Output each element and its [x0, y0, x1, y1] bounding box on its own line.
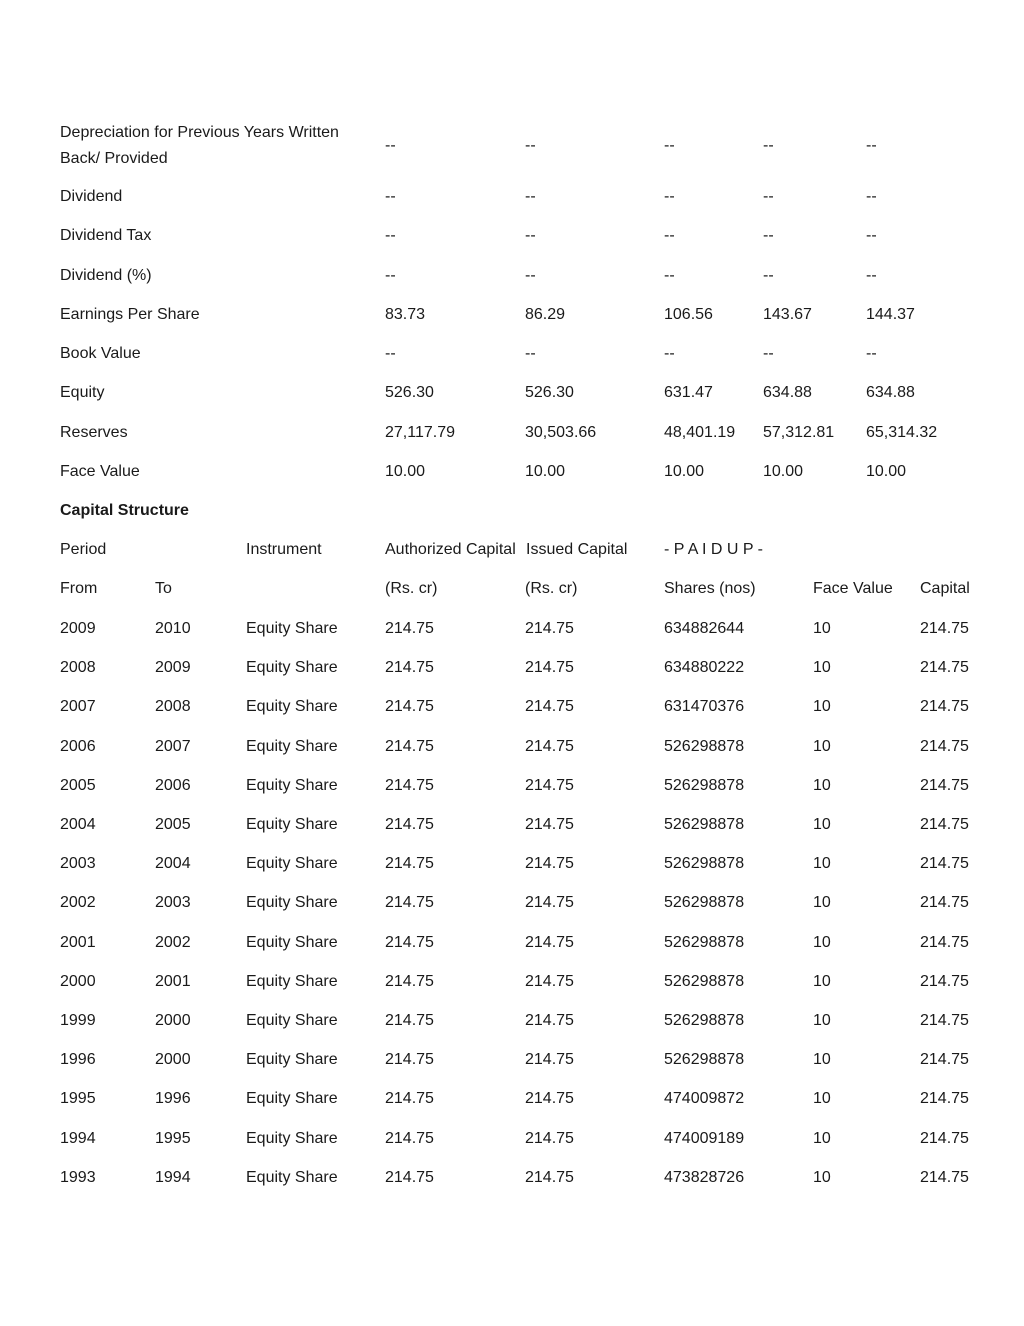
financial-row-value: 143.67	[763, 306, 812, 323]
instrument-cell: Equity Share	[246, 816, 338, 833]
table-row	[0, 1127, 1024, 1151]
period-from-cell: 2004	[60, 816, 96, 833]
table-row	[0, 774, 1024, 798]
table-row	[0, 695, 1024, 719]
instrument-cell: Equity Share	[246, 698, 338, 715]
capital-structure-title: Capital Structure	[60, 502, 189, 519]
face-value-cell: 10	[813, 659, 831, 676]
instrument-cell: Equity Share	[246, 1090, 338, 1107]
financial-row-value: --	[525, 267, 536, 284]
issued-capital-cell: 214.75	[525, 1051, 574, 1068]
period-from-cell: 1994	[60, 1130, 96, 1147]
face-value-cell: 10	[813, 698, 831, 715]
financial-row	[0, 264, 1024, 288]
financial-row-label: Dividend Tax	[60, 227, 152, 244]
financial-row-value: 10.00	[664, 463, 705, 480]
face-value-cell: 10	[813, 816, 831, 833]
shares-count-cell: 526298878	[664, 777, 745, 794]
period-to-cell: 2001	[155, 973, 191, 990]
face-value-cell: 10	[813, 1169, 831, 1186]
issued-capital-cell: 214.75	[525, 1012, 574, 1029]
financial-row-label: Dividend (%)	[60, 267, 152, 284]
period-to-cell: 2008	[155, 698, 191, 715]
financial-row-value: 65,314.32	[866, 424, 938, 441]
header-authorized-capital: Authorized Capital	[385, 541, 516, 558]
depreciation-value: --	[866, 137, 877, 154]
authorized-capital-cell: 214.75	[385, 855, 434, 872]
paidup-capital-cell: 214.75	[920, 855, 969, 872]
shares-count-cell: 526298878	[664, 738, 745, 755]
instrument-cell: Equity Share	[246, 659, 338, 676]
instrument-cell: Equity Share	[246, 1130, 338, 1147]
authorized-capital-cell: 214.75	[385, 659, 434, 676]
financial-row-value: --	[664, 188, 675, 205]
header-capital: Capital	[920, 580, 970, 597]
authorized-capital-cell: 214.75	[385, 1090, 434, 1107]
issued-capital-cell: 214.75	[525, 698, 574, 715]
table-row	[0, 1009, 1024, 1033]
shares-count-cell: 526298878	[664, 973, 745, 990]
financial-row	[0, 185, 1024, 209]
financial-row-value: --	[525, 345, 536, 362]
table-row	[0, 891, 1024, 915]
period-to-cell: 1994	[155, 1169, 191, 1186]
header-to: To	[155, 580, 172, 597]
face-value-cell: 10	[813, 1012, 831, 1029]
table-row	[0, 931, 1024, 955]
depreciation-value: --	[525, 137, 536, 154]
face-value-cell: 10	[813, 973, 831, 990]
period-from-cell: 1996	[60, 1051, 96, 1068]
financial-row-value: 634.88	[763, 384, 812, 401]
depreciation-value: --	[763, 137, 774, 154]
financial-row-value: --	[525, 188, 536, 205]
period-to-cell: 2000	[155, 1051, 191, 1068]
table-row	[0, 735, 1024, 759]
period-to-cell: 2010	[155, 620, 191, 637]
authorized-capital-cell: 214.75	[385, 934, 434, 951]
period-from-cell: 2003	[60, 855, 96, 872]
header-face-value: Face Value	[813, 580, 893, 597]
period-from-cell: 2006	[60, 738, 96, 755]
face-value-cell: 10	[813, 738, 831, 755]
period-to-cell: 1995	[155, 1130, 191, 1147]
header-paidup: - P A I D U P -	[664, 541, 763, 558]
face-value-cell: 10	[813, 934, 831, 951]
authorized-capital-cell: 214.75	[385, 894, 434, 911]
financial-row-value: --	[866, 188, 877, 205]
paidup-capital-cell: 214.75	[920, 738, 969, 755]
face-value-cell: 10	[813, 894, 831, 911]
issued-capital-cell: 214.75	[525, 855, 574, 872]
instrument-cell: Equity Share	[246, 738, 338, 755]
financial-row-value: --	[525, 227, 536, 244]
authorized-capital-cell: 214.75	[385, 1012, 434, 1029]
depreciation-value: --	[385, 137, 396, 154]
shares-count-cell: 526298878	[664, 855, 745, 872]
face-value-cell: 10	[813, 1090, 831, 1107]
header-auth-unit: (Rs. cr)	[385, 580, 438, 597]
financial-row-value: 10.00	[525, 463, 566, 480]
issued-capital-cell: 214.75	[525, 777, 574, 794]
period-from-cell: 2000	[60, 973, 96, 990]
instrument-cell: Equity Share	[246, 777, 338, 794]
paidup-capital-cell: 214.75	[920, 777, 969, 794]
paidup-capital-cell: 214.75	[920, 1130, 969, 1147]
face-value-cell: 10	[813, 1130, 831, 1147]
shares-count-cell: 526298878	[664, 816, 745, 833]
paidup-capital-cell: 214.75	[920, 1051, 969, 1068]
financial-row-value: 526.30	[385, 384, 434, 401]
issued-capital-cell: 214.75	[525, 816, 574, 833]
financial-row-label: Equity	[60, 384, 105, 401]
shares-count-cell: 631470376	[664, 698, 745, 715]
depreciation-value: --	[664, 137, 675, 154]
financial-row-value: 57,312.81	[763, 424, 835, 441]
issued-capital-cell: 214.75	[525, 659, 574, 676]
authorized-capital-cell: 214.75	[385, 698, 434, 715]
table-row	[0, 656, 1024, 680]
instrument-cell: Equity Share	[246, 1169, 338, 1186]
paidup-capital-cell: 214.75	[920, 1169, 969, 1186]
instrument-cell: Equity Share	[246, 855, 338, 872]
financial-row-value: 526.30	[525, 384, 574, 401]
period-to-cell: 2009	[155, 659, 191, 676]
financial-row-value: 10.00	[763, 463, 804, 480]
instrument-cell: Equity Share	[246, 894, 338, 911]
financial-row-value: --	[763, 267, 774, 284]
paidup-capital-cell: 214.75	[920, 1012, 969, 1029]
period-from-cell: 2007	[60, 698, 96, 715]
instrument-cell: Equity Share	[246, 1051, 338, 1068]
financial-row	[0, 303, 1024, 327]
financial-row	[0, 381, 1024, 405]
authorized-capital-cell: 214.75	[385, 620, 434, 637]
financial-row-value: --	[385, 267, 396, 284]
financial-row-value: 86.29	[525, 306, 566, 323]
authorized-capital-cell: 214.75	[385, 1051, 434, 1068]
face-value-cell: 10	[813, 855, 831, 872]
shares-count-cell: 474009872	[664, 1090, 745, 1107]
authorized-capital-cell: 214.75	[385, 1169, 434, 1186]
period-to-cell: 2006	[155, 777, 191, 794]
paidup-capital-cell: 214.75	[920, 698, 969, 715]
depreciation-label-line1: Depreciation for Previous Years Written	[60, 124, 339, 141]
period-from-cell: 2009	[60, 620, 96, 637]
financial-row-value: --	[385, 188, 396, 205]
financial-row-value: --	[664, 267, 675, 284]
period-to-cell: 2004	[155, 855, 191, 872]
header-instrument: Instrument	[246, 541, 322, 558]
financial-row-label: Earnings Per Share	[60, 306, 200, 323]
financial-row-value: 10.00	[385, 463, 426, 480]
authorized-capital-cell: 214.75	[385, 1130, 434, 1147]
financial-row	[0, 460, 1024, 484]
financial-row-value: --	[385, 345, 396, 362]
table-row	[0, 852, 1024, 876]
financial-row-value: 48,401.19	[664, 424, 736, 441]
issued-capital-cell: 214.75	[525, 1130, 574, 1147]
face-value-cell: 10	[813, 620, 831, 637]
financial-row-value: 30,503.66	[525, 424, 597, 441]
authorized-capital-cell: 214.75	[385, 738, 434, 755]
paidup-capital-cell: 214.75	[920, 620, 969, 637]
shares-count-cell: 526298878	[664, 1012, 745, 1029]
financial-row-value: --	[763, 188, 774, 205]
table-row	[0, 617, 1024, 641]
capital-structure-title-row	[0, 499, 1024, 523]
paidup-capital-cell: 214.75	[920, 1090, 969, 1107]
financial-row-label: Reserves	[60, 424, 128, 441]
header-shares: Shares (nos)	[664, 580, 756, 597]
financial-row-label: Dividend	[60, 188, 123, 205]
instrument-cell: Equity Share	[246, 934, 338, 951]
authorized-capital-cell: 214.75	[385, 973, 434, 990]
shares-count-cell: 634882644	[664, 620, 745, 637]
shares-count-cell: 526298878	[664, 1051, 745, 1068]
financial-row-label: Book Value	[60, 345, 141, 362]
depreciation-label-line2: Back/ Provided	[60, 150, 168, 167]
financial-row-value: 634.88	[866, 384, 915, 401]
financial-row	[0, 342, 1024, 366]
period-to-cell: 1996	[155, 1090, 191, 1107]
financial-row-value: --	[385, 227, 396, 244]
table-row	[0, 1166, 1024, 1190]
shares-count-cell: 526298878	[664, 934, 745, 951]
period-to-cell: 2002	[155, 934, 191, 951]
issued-capital-cell: 214.75	[525, 934, 574, 951]
issued-capital-cell: 214.75	[525, 1169, 574, 1186]
instrument-cell: Equity Share	[246, 973, 338, 990]
header-period: Period	[60, 541, 107, 558]
financial-row-value: 631.47	[664, 384, 713, 401]
financial-row-value: --	[866, 267, 877, 284]
period-from-cell: 2008	[60, 659, 96, 676]
paidup-capital-cell: 214.75	[920, 816, 969, 833]
issued-capital-cell: 214.75	[525, 1090, 574, 1107]
financial-row-value: --	[664, 227, 675, 244]
financial-row	[0, 224, 1024, 248]
issued-capital-cell: 214.75	[525, 894, 574, 911]
financial-row-value: --	[866, 345, 877, 362]
financial-row-value: --	[763, 227, 774, 244]
financial-row-value: 106.56	[664, 306, 713, 323]
period-from-cell: 1995	[60, 1090, 96, 1107]
authorized-capital-cell: 214.75	[385, 816, 434, 833]
financial-row-value: 144.37	[866, 306, 915, 323]
header-issued-capital: Issued Capital	[526, 541, 628, 558]
financial-row-value: --	[664, 345, 675, 362]
table-row	[0, 970, 1024, 994]
financial-row-value: 83.73	[385, 306, 426, 323]
issued-capital-cell: 214.75	[525, 620, 574, 637]
header-issued-unit: (Rs. cr)	[525, 580, 578, 597]
instrument-cell: Equity Share	[246, 1012, 338, 1029]
period-from-cell: 1993	[60, 1169, 96, 1186]
period-from-cell: 2005	[60, 777, 96, 794]
period-to-cell: 2005	[155, 816, 191, 833]
issued-capital-cell: 214.75	[525, 973, 574, 990]
financial-row-value: 27,117.79	[385, 424, 455, 441]
issued-capital-cell: 214.75	[525, 738, 574, 755]
paidup-capital-cell: 214.75	[920, 894, 969, 911]
instrument-cell: Equity Share	[246, 620, 338, 637]
header-from: From	[60, 580, 98, 597]
table-row	[0, 1087, 1024, 1111]
paidup-capital-cell: 214.75	[920, 934, 969, 951]
financial-row	[0, 421, 1024, 445]
paidup-capital-cell: 214.75	[920, 973, 969, 990]
shares-count-cell: 474009189	[664, 1130, 745, 1147]
face-value-cell: 10	[813, 777, 831, 794]
capital-header-row-2	[0, 577, 1024, 601]
financial-row-value: --	[866, 227, 877, 244]
authorized-capital-cell: 214.75	[385, 777, 434, 794]
shares-count-cell: 473828726	[664, 1169, 745, 1186]
shares-count-cell: 634880222	[664, 659, 745, 676]
financial-row-value: --	[763, 345, 774, 362]
period-to-cell: 2000	[155, 1012, 191, 1029]
face-value-cell: 10	[813, 1051, 831, 1068]
capital-header-row-1	[0, 538, 1024, 562]
period-from-cell: 2001	[60, 934, 96, 951]
financial-row-label: Face Value	[60, 463, 140, 480]
table-row	[0, 813, 1024, 837]
paidup-capital-cell: 214.75	[920, 659, 969, 676]
period-from-cell: 1999	[60, 1012, 96, 1029]
period-from-cell: 2002	[60, 894, 96, 911]
shares-count-cell: 526298878	[664, 894, 745, 911]
financial-row-value: 10.00	[866, 463, 907, 480]
table-row	[0, 1048, 1024, 1072]
period-to-cell: 2003	[155, 894, 191, 911]
period-to-cell: 2007	[155, 738, 191, 755]
